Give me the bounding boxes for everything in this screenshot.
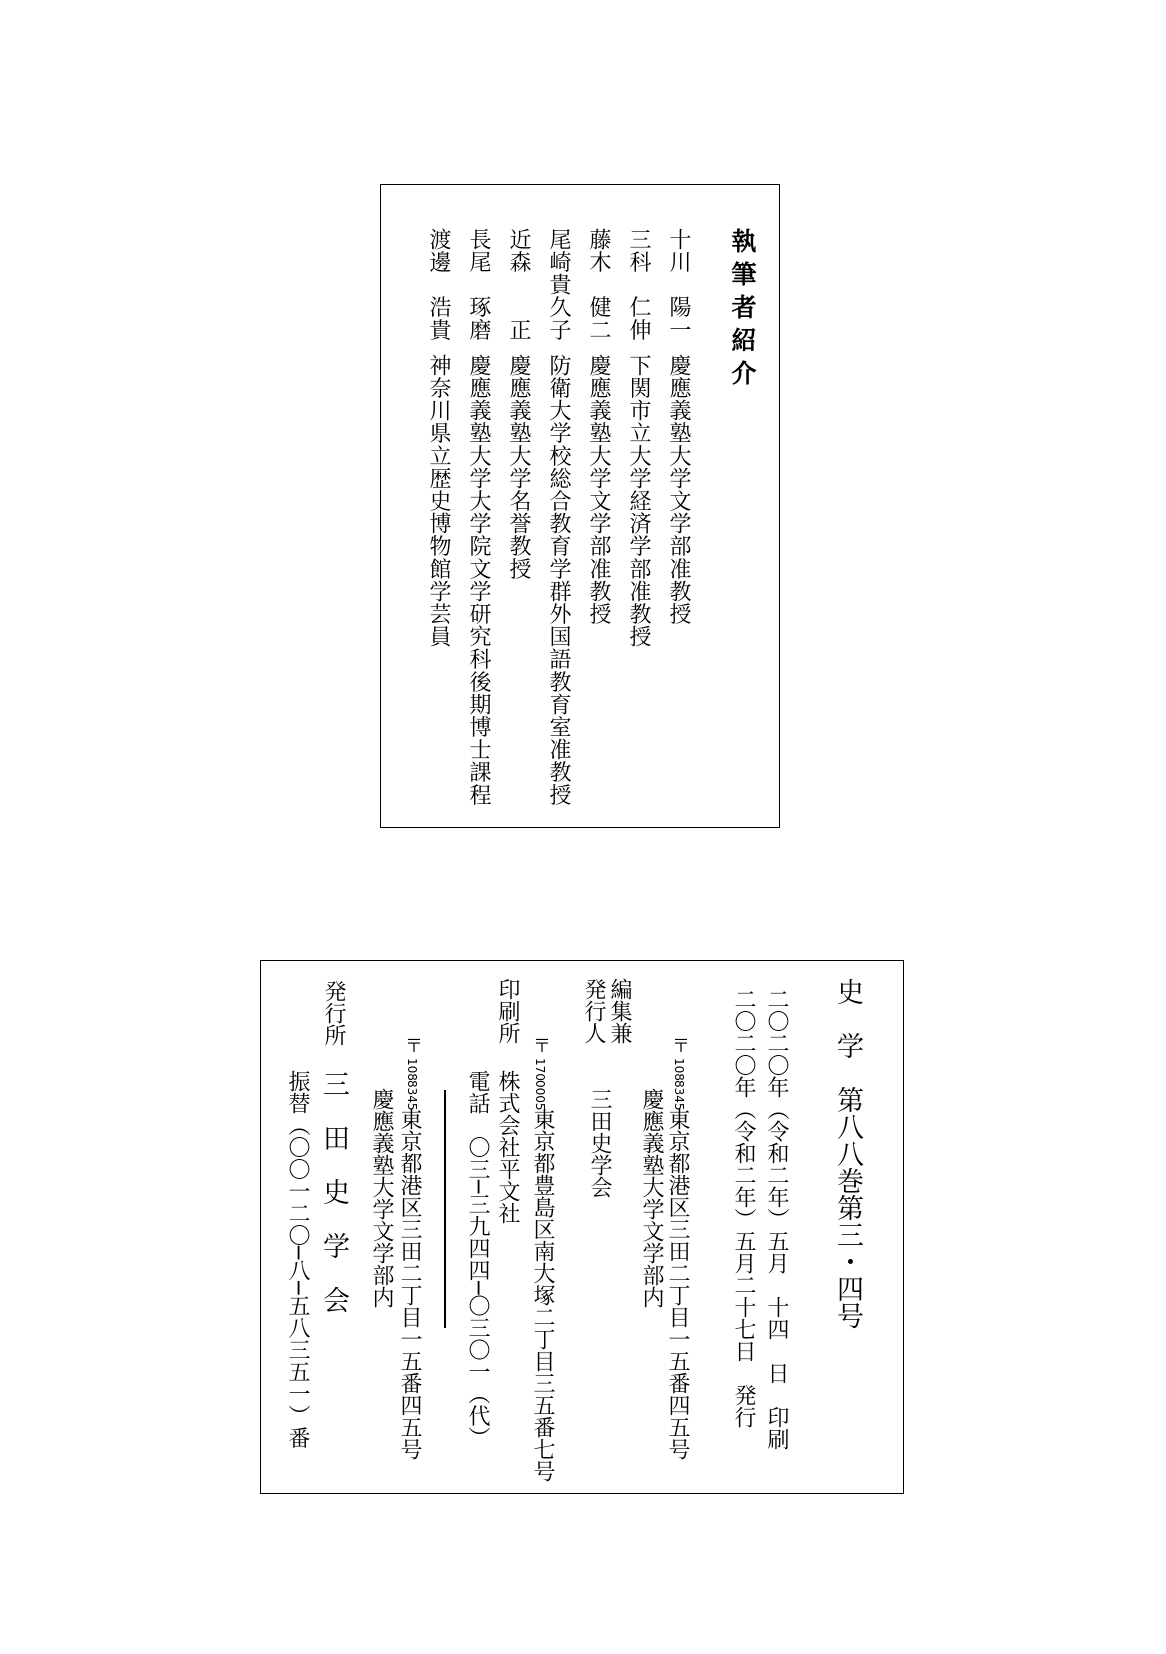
author-affiliation: 防衛大学校総合教育学群外国語教育室准教授 (546, 354, 571, 806)
editor-postal-mark: 〒 (669, 1036, 690, 1054)
editor-address: 東京都港区三田二丁目一五番四五号 (665, 1108, 690, 1460)
printer-postal-mark: 〒 (530, 1036, 551, 1054)
publisher-address: 東京都港区三田二丁目一五番四五号 (397, 1108, 422, 1460)
publisher-address-sub: 慶應義塾大学文学部内 (369, 1088, 394, 1308)
publish-date: 二〇二〇年（令和二年）五月二十七日 発行 (731, 988, 756, 1428)
publisher-postal-mark: 〒 (402, 1036, 423, 1054)
author-name: 長尾 琢磨 (466, 228, 491, 341)
author-name: 三科 仁伸 (626, 228, 651, 341)
author-affiliation: 下関市立大学経済学部准教授 (626, 354, 651, 648)
author-affiliation: 慶應義塾大学名誉教授 (506, 354, 531, 580)
publisher-label: 発行所 (321, 980, 346, 1046)
publisher-name: 三 田 史 学 会 (318, 1070, 349, 1313)
printer-phone: 電話 〇三─三九四四─〇三〇一（代） (465, 1070, 490, 1449)
printer-postal-code-a: 170 (533, 1058, 547, 1081)
printer-postal-code-b: 0005 (533, 1080, 547, 1111)
printer-name: 株式会社平文社 (495, 1070, 520, 1224)
author-affiliation: 神奈川県立歴史博物館学芸員 (426, 354, 451, 648)
author-name: 十川 陽一 (666, 228, 691, 341)
author-affiliation: 慶應義塾大学文学部准教授 (666, 354, 691, 626)
printer-label: 印刷所 (495, 978, 520, 1044)
editor-address-sub: 慶應義塾大学文学部内 (639, 1088, 664, 1308)
contributors-title: 執筆者紹介 (728, 228, 757, 393)
editor-label-2: 発行人 (581, 978, 606, 1044)
author-affiliation: 慶應義塾大学文学部准教授 (586, 354, 611, 626)
publisher-transfer: 振替（〇〇一二〇─八─五八三五一）番 (285, 1070, 310, 1449)
editor-label-1: 編集兼 (607, 978, 632, 1044)
author-name: 尾崎貴久子 (546, 228, 571, 341)
publisher-postal-code-a: 108 (405, 1058, 419, 1081)
vertical-divider (444, 1090, 446, 1328)
editor-name: 三田史学会 (587, 1088, 612, 1198)
printer-address: 東京都豊島区南大塚二丁目三五番七号 (530, 1108, 555, 1482)
journal-title: 史 学 第八八巻第三・四号 (832, 978, 863, 1329)
editor-postal-code-b: 8345 (672, 1080, 686, 1111)
author-affiliation: 慶應義塾大学大学院文学研究科後期博士課程 (466, 354, 491, 806)
author-name: 近森 正 (506, 228, 531, 341)
print-date: 二〇二〇年（令和二年）五月 十四 日 印刷 (764, 988, 789, 1450)
author-name: 渡邊 浩貴 (426, 228, 451, 341)
editor-postal-code-a: 108 (672, 1058, 686, 1081)
author-name: 藤木 健二 (586, 228, 611, 341)
publisher-postal-code-b: 8345 (405, 1080, 419, 1111)
